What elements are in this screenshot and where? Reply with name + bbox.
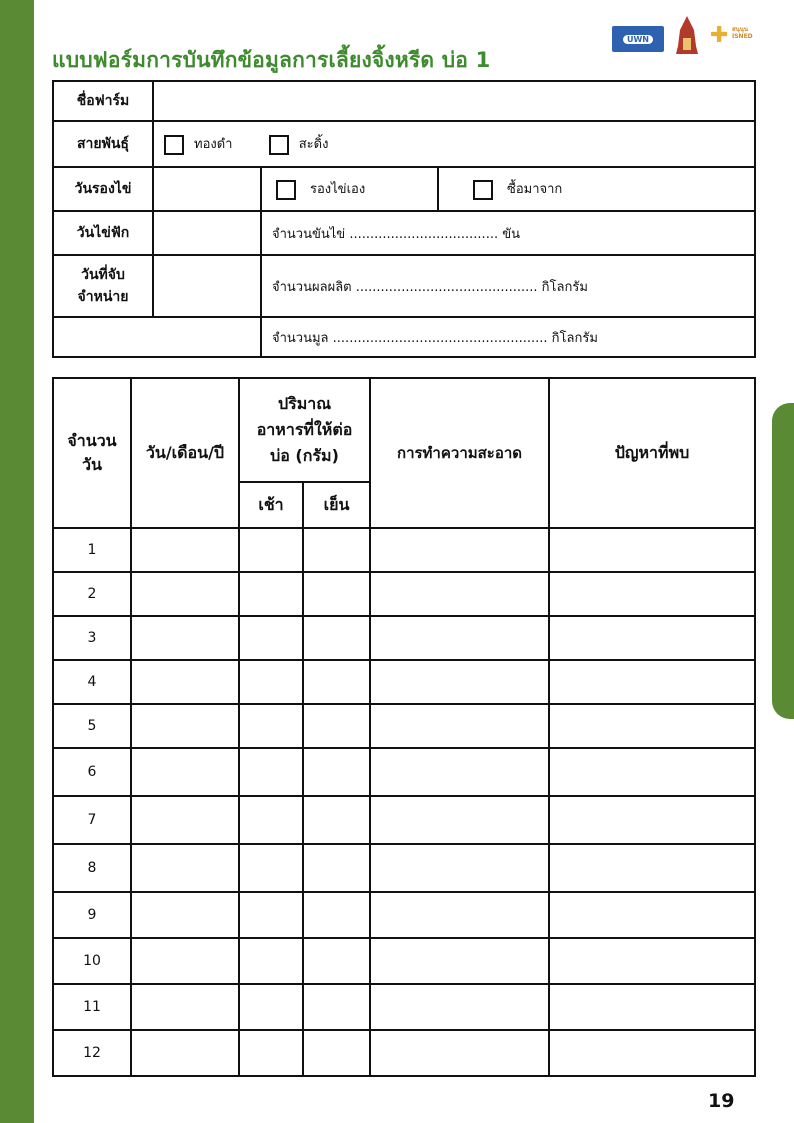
table-row bbox=[53, 892, 755, 938]
partner-logo-text: สนุนุน ISNED bbox=[732, 26, 753, 40]
table-row bbox=[53, 528, 755, 572]
date-cell[interactable] bbox=[131, 1030, 239, 1076]
morning-feed-cell[interactable] bbox=[239, 984, 303, 1030]
morning-feed-cell[interactable] bbox=[239, 528, 303, 572]
cleaning-cell[interactable] bbox=[370, 616, 549, 660]
date-cell[interactable] bbox=[131, 892, 239, 938]
day-number: 1 bbox=[53, 528, 131, 572]
problems-cell[interactable] bbox=[549, 528, 755, 572]
morning-feed-cell[interactable] bbox=[239, 616, 303, 660]
evening-feed-cell[interactable] bbox=[303, 796, 370, 844]
date-cell[interactable] bbox=[131, 844, 239, 892]
incubation-option-2: ซื้อมาจาก bbox=[507, 182, 563, 198]
morning-feed-cell[interactable] bbox=[239, 748, 303, 796]
day-number: 11 bbox=[53, 984, 131, 1030]
cleaning-cell[interactable] bbox=[370, 984, 549, 1030]
cleaning-cell[interactable] bbox=[370, 704, 549, 748]
morning-feed-cell[interactable] bbox=[239, 844, 303, 892]
morning-feed-cell[interactable] bbox=[239, 660, 303, 704]
hatch-label: วันไข่ฟัก bbox=[53, 211, 153, 255]
table-row bbox=[53, 938, 755, 984]
page-title: แบบฟอร์มการบันทึกข้อมูลการเลี้ยงจิ้งหรีด บ่อ 1 bbox=[52, 48, 491, 72]
university-emblem-icon bbox=[676, 16, 698, 54]
breed-checkbox-1[interactable] bbox=[164, 135, 184, 155]
cleaning-cell[interactable] bbox=[370, 892, 549, 938]
problems-cell[interactable] bbox=[549, 704, 755, 748]
day-number: 6 bbox=[53, 748, 131, 796]
problems-cell[interactable] bbox=[549, 1030, 755, 1076]
morning-feed-cell[interactable] bbox=[239, 892, 303, 938]
date-cell[interactable] bbox=[131, 528, 239, 572]
sale-date-field[interactable] bbox=[153, 255, 261, 317]
evening-feed-cell[interactable] bbox=[303, 984, 370, 1030]
cleaning-cell[interactable] bbox=[370, 572, 549, 616]
problems-cell[interactable] bbox=[549, 938, 755, 984]
header-cleaning: การทำความสะอาด bbox=[370, 378, 549, 528]
incubation-label: วันรองไข่ bbox=[53, 167, 153, 211]
day-number: 3 bbox=[53, 616, 131, 660]
header-evening: เย็น bbox=[303, 482, 370, 528]
cleaning-cell[interactable] bbox=[370, 660, 549, 704]
morning-feed-cell[interactable] bbox=[239, 1030, 303, 1076]
uwn-logo: UWN bbox=[612, 26, 664, 52]
evening-feed-cell[interactable] bbox=[303, 844, 370, 892]
evening-feed-cell[interactable] bbox=[303, 616, 370, 660]
table-row bbox=[53, 748, 755, 796]
problems-cell[interactable] bbox=[549, 892, 755, 938]
morning-feed-cell[interactable] bbox=[239, 572, 303, 616]
table-row bbox=[53, 844, 755, 892]
side-tab bbox=[772, 403, 794, 719]
problems-cell[interactable] bbox=[549, 796, 755, 844]
problems-cell[interactable] bbox=[549, 844, 755, 892]
table-row bbox=[53, 704, 755, 748]
blank-cell bbox=[53, 317, 261, 357]
day-number: 2 bbox=[53, 572, 131, 616]
date-cell[interactable] bbox=[131, 616, 239, 660]
problems-cell[interactable] bbox=[549, 748, 755, 796]
date-cell[interactable] bbox=[131, 660, 239, 704]
page-number: 19 bbox=[708, 1090, 735, 1112]
cleaning-cell[interactable] bbox=[370, 528, 549, 572]
table-row bbox=[53, 984, 755, 1030]
evening-feed-cell[interactable] bbox=[303, 1030, 370, 1076]
table-row bbox=[53, 1030, 755, 1076]
table-row bbox=[53, 660, 755, 704]
cleaning-cell[interactable] bbox=[370, 938, 549, 984]
evening-feed-cell[interactable] bbox=[303, 892, 370, 938]
farm-info-table bbox=[52, 80, 756, 358]
header-date: วัน/เดือน/ปี bbox=[131, 378, 239, 528]
table-row bbox=[53, 796, 755, 844]
yield-line: จำนวนผลผลิต ............................................ กิโลกรัม bbox=[261, 255, 755, 317]
plus-logo-icon: ✚ bbox=[710, 23, 729, 48]
breed-option-2: สะดิ้ง bbox=[298, 137, 329, 153]
date-cell[interactable] bbox=[131, 796, 239, 844]
evening-feed-cell[interactable] bbox=[303, 572, 370, 616]
incubation-option-1: รองไข่เอง bbox=[310, 182, 366, 198]
problems-cell[interactable] bbox=[549, 984, 755, 1030]
table-row bbox=[53, 616, 755, 660]
header-problems: ปัญหาที่พบ bbox=[549, 378, 755, 528]
hatch-date-field[interactable] bbox=[153, 211, 261, 255]
logo-group bbox=[612, 16, 762, 56]
manure-line: จำนวนมูล .................................................... กิโลกรัม bbox=[261, 317, 755, 357]
table-row bbox=[53, 572, 755, 616]
cleaning-cell[interactable] bbox=[370, 844, 549, 892]
evening-feed-cell[interactable] bbox=[303, 660, 370, 704]
daily-log-table bbox=[52, 377, 756, 1077]
problems-cell[interactable] bbox=[549, 572, 755, 616]
header-day-count: จำนวน วัน bbox=[53, 378, 131, 528]
day-number: 8 bbox=[53, 844, 131, 892]
left-margin-bar bbox=[0, 0, 34, 1123]
day-number: 9 bbox=[53, 892, 131, 938]
date-cell[interactable] bbox=[131, 938, 239, 984]
problems-cell[interactable] bbox=[549, 660, 755, 704]
evening-feed-cell[interactable] bbox=[303, 704, 370, 748]
date-cell[interactable] bbox=[131, 572, 239, 616]
incubation-date-field[interactable] bbox=[153, 167, 261, 211]
sale-label: วันที่จับ จำหน่าย bbox=[53, 255, 153, 317]
cleaning-cell[interactable] bbox=[370, 748, 549, 796]
day-number: 4 bbox=[53, 660, 131, 704]
header-morning: เช้า bbox=[239, 482, 303, 528]
date-cell[interactable] bbox=[131, 748, 239, 796]
cleaning-cell[interactable] bbox=[370, 796, 549, 844]
breed-checkbox-2[interactable] bbox=[269, 135, 289, 155]
problems-cell[interactable] bbox=[549, 616, 755, 660]
header-feed: ปริมาณ อาหารที่ให้ต่อ บ่อ (กรัม) bbox=[239, 378, 370, 482]
breed-label: สายพันธุ์ bbox=[53, 121, 153, 167]
evening-feed-cell[interactable] bbox=[303, 748, 370, 796]
farm-name-label: ชื่อฟาร์ม bbox=[53, 81, 153, 121]
farm-name-field[interactable] bbox=[153, 81, 755, 121]
date-cell[interactable] bbox=[131, 984, 239, 1030]
evening-feed-cell[interactable] bbox=[303, 528, 370, 572]
breed-option-1: ทองดำ bbox=[194, 137, 233, 153]
incubation-checkbox-2[interactable] bbox=[473, 180, 493, 200]
evening-feed-cell[interactable] bbox=[303, 938, 370, 984]
incubation-checkbox-1[interactable] bbox=[276, 180, 296, 200]
date-cell[interactable] bbox=[131, 704, 239, 748]
day-number: 12 bbox=[53, 1030, 131, 1076]
day-number: 7 bbox=[53, 796, 131, 844]
cleaning-cell[interactable] bbox=[370, 1030, 549, 1076]
day-number: 10 bbox=[53, 938, 131, 984]
morning-feed-cell[interactable] bbox=[239, 938, 303, 984]
morning-feed-cell[interactable] bbox=[239, 704, 303, 748]
egg-count-line: จำนวนขันไข่ .................................... ขัน bbox=[261, 211, 755, 255]
morning-feed-cell[interactable] bbox=[239, 796, 303, 844]
day-number: 5 bbox=[53, 704, 131, 748]
